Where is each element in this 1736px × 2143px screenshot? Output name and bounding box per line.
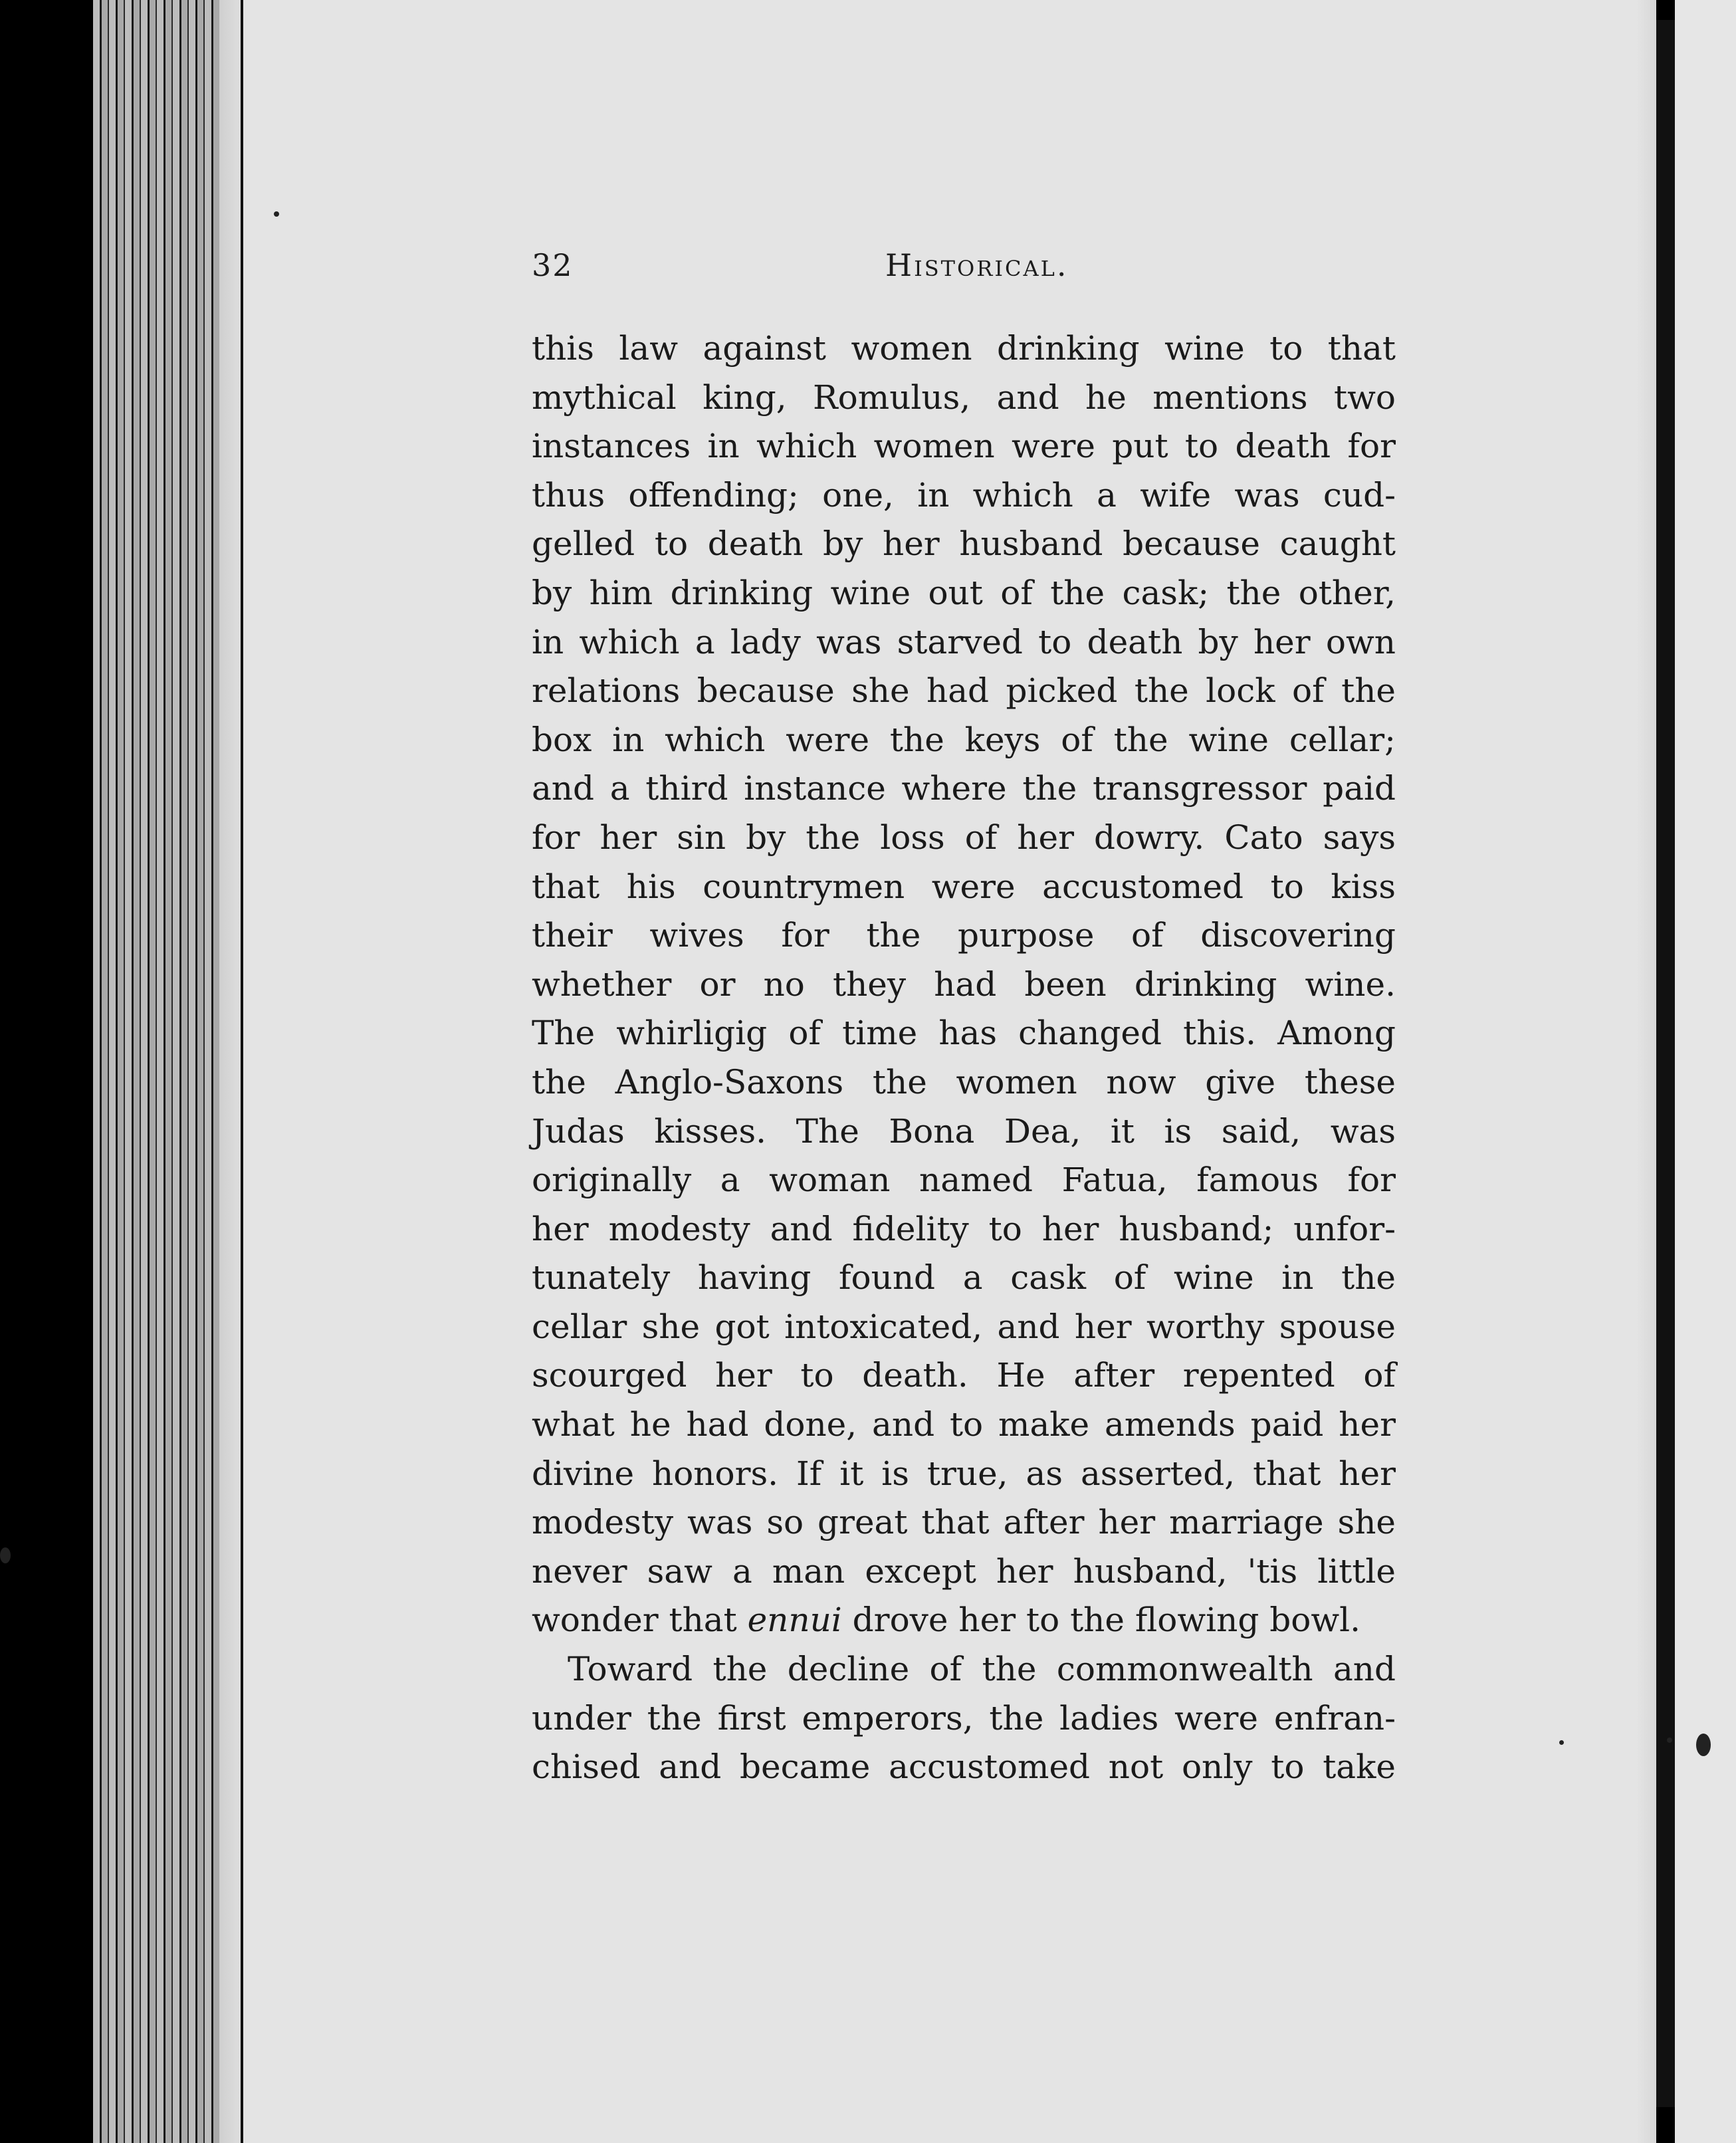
text-line: her modesty and fidelity to her husband; unfor-: [532, 1209, 1396, 1248]
dust-speck: [1696, 1734, 1711, 1756]
text-line: and a third instance where the transgressor paid: [532, 769, 1396, 808]
text-line-paragraph-end: [532, 1596, 1396, 1645]
text-line: relations because she had picked the lock of the: [532, 671, 1396, 711]
text-line: scourged her to death. He after repented of: [532, 1356, 1396, 1395]
running-head: [532, 247, 1090, 294]
gutter-shadow: [1636, 0, 1656, 2143]
text-line: mythical king, Romulus, and he mentions two: [532, 378, 1396, 417]
text-line: the Anglo-Saxons the women now give these: [532, 1062, 1396, 1101]
text-line: their wives for the purpose of discovering: [532, 916, 1396, 955]
text-line: this law against women drinking wine to that: [532, 329, 1396, 368]
text-line: what he had done, and to make amends paid her: [532, 1405, 1396, 1444]
text-line: thus offending; one, in which a wife was cud-: [532, 475, 1396, 514]
book-page-edges: [93, 0, 246, 2143]
text-line: cellar she got intoxicated, and her worthy spouse: [532, 1307, 1396, 1346]
text-line: originally a woman named Fatua, famous for: [532, 1161, 1396, 1200]
text-line: in which a lady was starved to death by her own: [532, 622, 1396, 661]
dust-speck: [0, 1547, 11, 1563]
text-line: The whirligig of time has changed this. Among: [532, 1014, 1396, 1053]
italic-word: ennui: [747, 1601, 842, 1640]
text-line: tunately having found a cask of wine in the: [532, 1258, 1396, 1297]
text-line: chised and became accustomed not only to take: [532, 1748, 1396, 1787]
dust-speck: [1559, 1740, 1564, 1745]
text-line: instances in which women were put to death for: [532, 427, 1396, 466]
page-number: 32: [532, 247, 574, 283]
text-line: for her sin by the loss of her dowry. Cato says: [532, 818, 1396, 857]
dust-speck: [274, 211, 279, 217]
text-line: box in which were the keys of the wine cellar;: [532, 720, 1396, 759]
text-run: drove her to the flowing bowl.: [841, 1601, 1361, 1640]
scan-margin: [1675, 0, 1736, 2143]
dust-speck: [1667, 1738, 1672, 1743]
text-line: divine honors. If it is true, as asserted, that her: [532, 1454, 1396, 1493]
text-line: under the first emperors, the ladies were enfran-: [532, 1698, 1396, 1738]
body-text: [532, 324, 1396, 1792]
text-run: wonder that: [532, 1601, 748, 1640]
text-line: whether or no they had been drinking wine.: [532, 964, 1396, 1004]
page-title: Historical.: [885, 247, 1069, 283]
text-line-paragraph-start: Toward the decline of the commonwealth and: [568, 1650, 1396, 1689]
text-line: that his countrymen were accustomed to kiss: [532, 867, 1396, 906]
scan-border: [1656, 20, 1675, 2107]
text-line: Judas kisses. The Bona Dea, it is said, was: [532, 1111, 1396, 1151]
text-line: by him drinking wine out of the cask; the other,: [532, 573, 1396, 612]
text-line: gelled to death by her husband because caught: [532, 524, 1396, 564]
text-line: never saw a man except her husband, 'tis little: [532, 1551, 1396, 1591]
text-line: modesty was so great that after her marriage she: [532, 1503, 1396, 1542]
